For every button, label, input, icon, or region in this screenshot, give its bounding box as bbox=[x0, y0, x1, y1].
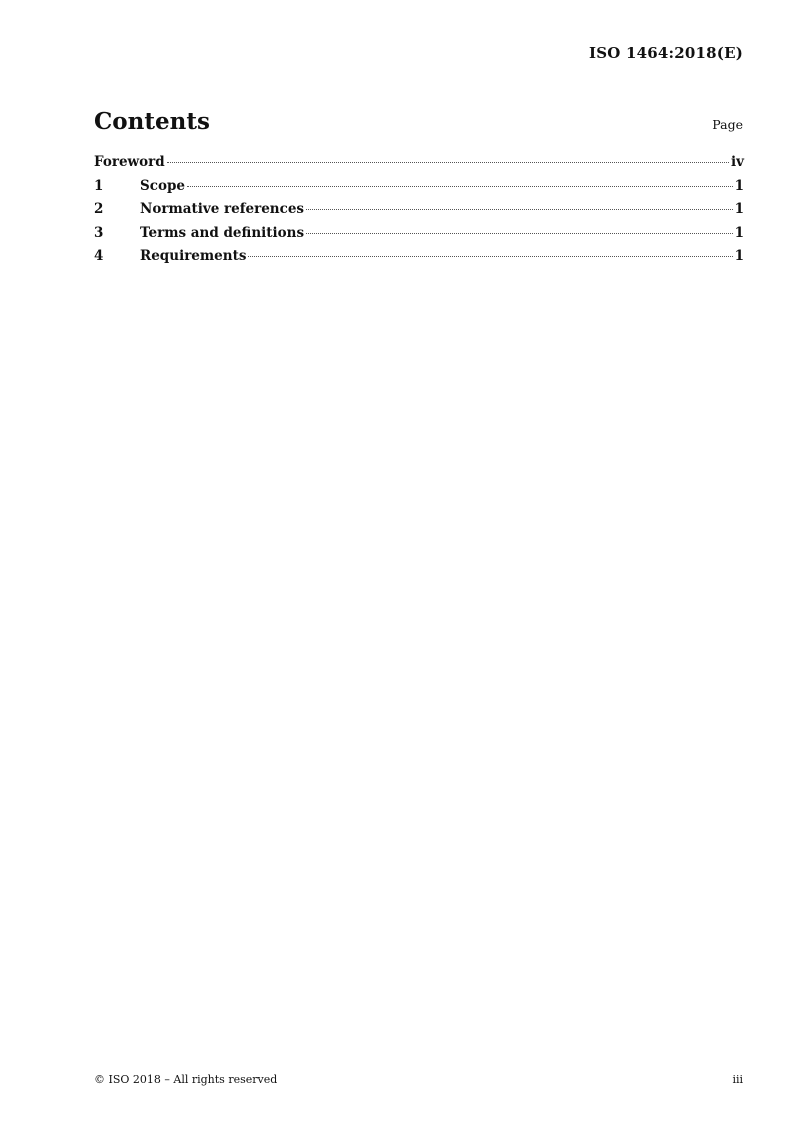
toc-entry-page: iv bbox=[731, 154, 744, 170]
toc-entry-page: 1 bbox=[734, 201, 744, 217]
toc-entry-requirements[interactable] bbox=[94, 248, 744, 272]
copyright-notice: © ISO 2018 – All rights reserved bbox=[94, 1073, 278, 1086]
page-column-label: Page bbox=[712, 117, 743, 132]
toc-entry-number: 3 bbox=[94, 224, 104, 241]
toc-entry-page: 1 bbox=[734, 248, 744, 264]
toc-entry-title: Scope bbox=[140, 177, 186, 194]
contents-heading: Contents bbox=[94, 108, 210, 135]
toc-entry-number: 1 bbox=[94, 177, 104, 194]
toc-leader-dots bbox=[167, 162, 729, 163]
page-number: iii bbox=[732, 1073, 743, 1086]
toc-entry-page: 1 bbox=[734, 224, 744, 241]
toc-entry-scope[interactable] bbox=[94, 178, 744, 202]
toc-entry-foreword[interactable] bbox=[94, 154, 744, 178]
toc-entry-terms-and-definitions[interactable] bbox=[94, 225, 744, 249]
toc-entry-title: Terms and definitions bbox=[140, 224, 305, 241]
toc-entry-number: 4 bbox=[94, 248, 104, 264]
toc-leader-dots bbox=[248, 256, 732, 257]
document-id: ISO 1464:2018(E) bbox=[589, 44, 743, 62]
toc-entry-title: Foreword bbox=[94, 154, 165, 170]
toc-leader-dots bbox=[306, 233, 733, 234]
table-of-contents bbox=[94, 154, 744, 272]
toc-entry-normative-references[interactable] bbox=[94, 201, 744, 225]
toc-leader-dots bbox=[187, 186, 733, 187]
toc-entry-number: 2 bbox=[94, 201, 104, 217]
toc-entry-page: 1 bbox=[734, 177, 744, 194]
toc-entry-title: Requirements bbox=[140, 248, 247, 264]
toc-leader-dots bbox=[306, 209, 733, 210]
toc-entry-title: Normative references bbox=[140, 201, 305, 217]
